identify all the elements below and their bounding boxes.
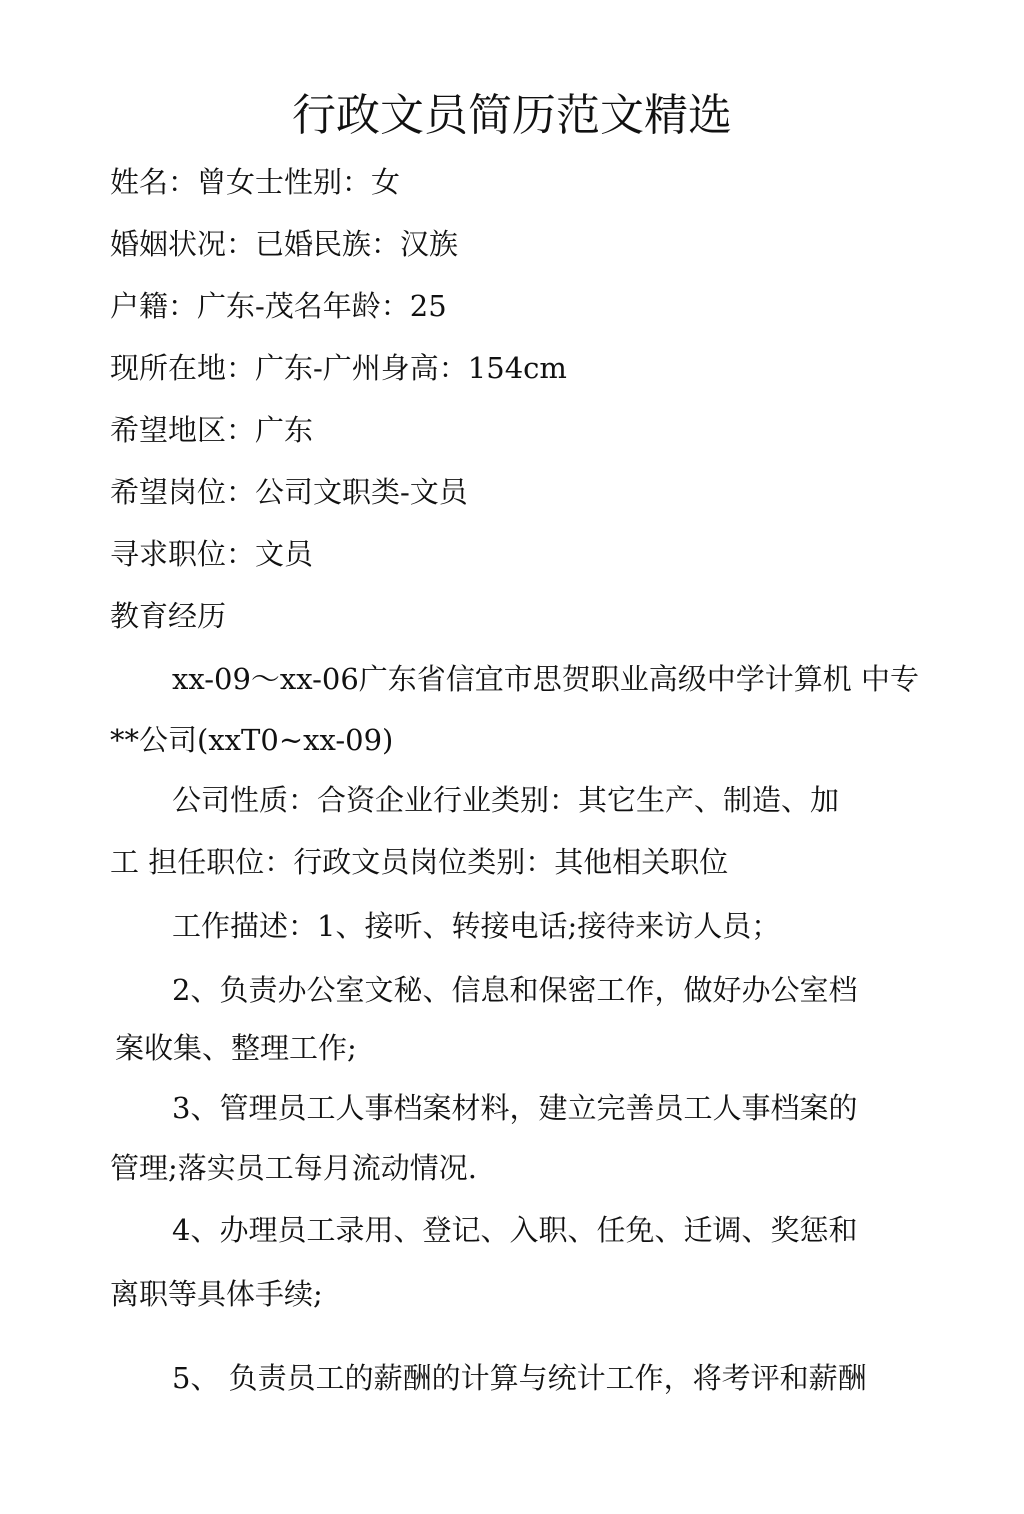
- text-line: 寻求职位：文员: [110, 537, 314, 571]
- text-line: 案收集、整理工作;: [115, 1031, 357, 1065]
- text-line: 离职等具体手续;: [110, 1277, 323, 1311]
- text-line: 希望岗位：公司文职类-文员: [110, 475, 468, 509]
- text-line: 4、办理员工录用、登记、入职、任免、迁调、奖惩和: [172, 1213, 858, 1247]
- text-line: 5、 负责员工的薪酬的计算与统计工作，将考评和薪酬: [172, 1361, 867, 1395]
- text-line: 户籍：广东-茂名年龄：25: [110, 289, 447, 323]
- text-line: 公司性质：合资企业行业类别：其它生产、制造、加: [172, 783, 840, 817]
- section-heading: 教育经历: [110, 599, 227, 633]
- text-line: 2、负责办公室文秘、信息和保密工作，做好办公室档: [172, 973, 858, 1007]
- document-title: 行政文员简历范文精选: [292, 90, 732, 141]
- text-line: 3、管理员工人事档案材料，建立完善员工人事档案的: [172, 1091, 858, 1125]
- text-line: 希望地区：广东: [110, 413, 314, 447]
- text-line: 姓名：曾女士性别：女: [110, 165, 401, 199]
- text-line: 工 担任职位：行政文员岗位类别：其他相关职位: [110, 845, 729, 879]
- text-line: 工作描述：1、接听、转接电话;接待来访人员；: [172, 909, 781, 943]
- text-line: xx-09～xx-06广东省信宜市思贺职业高级中学计算机 中专: [172, 662, 920, 696]
- text-line: 现所在地：广东-广州身高：154cm: [110, 351, 567, 385]
- text-line: 管理;落实员工每月流动情况.: [110, 1151, 477, 1185]
- text-line: **公司(xxT0~xx-09): [110, 723, 394, 757]
- text-line: 婚姻状况：已婚民族：汉族: [110, 227, 459, 261]
